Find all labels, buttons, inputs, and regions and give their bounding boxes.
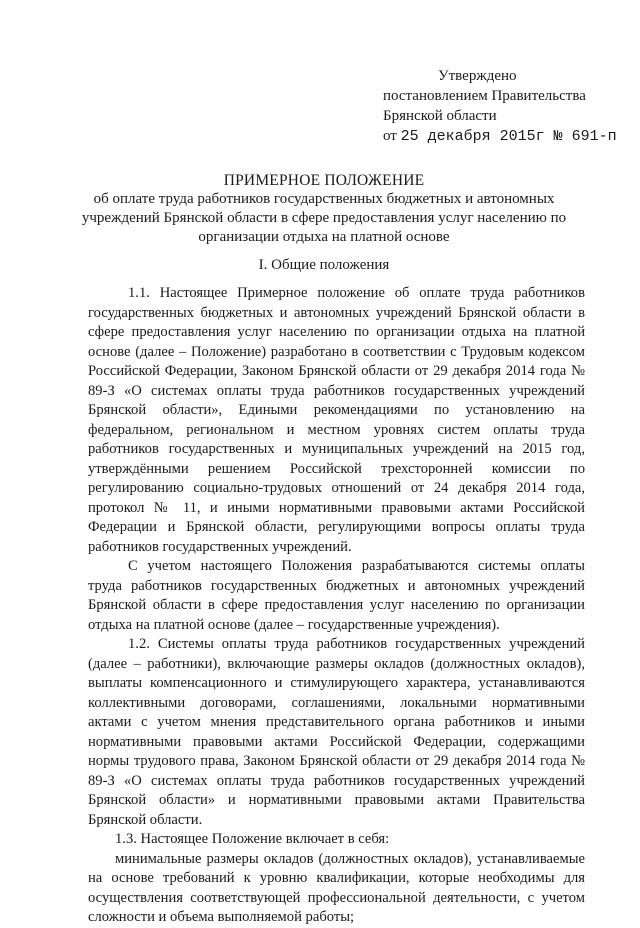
paragraph-1-1: 1.1. Настоящее Примерное положение об оплате труда работников государственных бюджетных и автономных учреждений Брянской области в сфере предоставления услуг населению по организации отдыха на платной основе (далее – Положение) разработано в соответствии с Трудовым кодексом Российской Федерации, Законом Брянской области от 29 декабря 2014 года № 89-З «О системах оплаты труда работников государственных учреждений Брянской области», Едиными рекомендациями по установлению на федеральном, региональном и местном уровнях систем оплаты труда работников государственных и муниципальных учреждений на 2015 год, утверждёнными решением Российской трехсторонней комиссии по регулированию социально-трудовых отношений от 24 декабря 2014 года, протокол № 11, и иными нормативными правовыми актами Российской Федерации и Брянской области, регулирующими вопросы оплаты труда работников государственных учреждений. (88, 285, 585, 555)
document-body (88, 284, 585, 928)
approval-date: 25 декабря 2015г № 691-п (400, 128, 617, 145)
approval-line-1: Утверждено (438, 68, 517, 84)
title-heading: ПРИМЕРНОЕ ПОЛОЖЕНИЕ (223, 172, 425, 189)
title-line-1: об оплате труда работников государственных бюджетных и автономных (93, 191, 555, 207)
title-line-2: учреждений Брянской области в сфере предоставления услуг населению по (81, 210, 567, 226)
approval-line-4 (383, 126, 623, 147)
document-title (80, 171, 568, 247)
approval-date-prefix: от (383, 128, 397, 144)
paragraph-1-2: 1.2. Системы оплаты труда работников государственных учреждений (далее – работники), включающие размеры окладов (должностных окладов), выплаты компенсационного и стимулирующего характера, устанавливаются коллективными договорами, соглашениями, локальными нормативными актами с учетом мнения представительного органа работников и иными нормативными правовыми актами Российской Федерации, содержащими нормы трудового права, Законом Брянской области от 29 декабря 2014 года № 89-З «О системах оплаты труда работников государственных учреждений Брянской области» и нормативными правовыми актами Правительства Брянской области. (88, 636, 585, 828)
approval-stamp (383, 66, 623, 147)
title-line-3: организации отдыха на платной основе (198, 229, 450, 245)
approval-line-3: Брянской области (383, 108, 497, 124)
section-heading: I. Общие положения (258, 257, 390, 273)
paragraph-1-3-item: минимальные размеры окладов (должностных окладов), устанавливаемые на основе требований к уровню квалификации, которые необходимы для осуществления соответствующей профессиональной деятельности, с учетом сложности и объема выполняемой работы; (88, 850, 585, 925)
approval-line-2: постановлением Правительства (383, 88, 586, 104)
paragraph-1-1-cont: С учетом настоящего Положения разрабатываются системы оплаты труда работников государственных бюджетных и автономных учреждений Брянской области в сфере предоставления услуг населению по организации отдыха на платной основе (далее – государственные учреждения). (88, 558, 585, 633)
paragraph-1-3: 1.3. Настоящее Положение включает в себя: (115, 831, 390, 847)
